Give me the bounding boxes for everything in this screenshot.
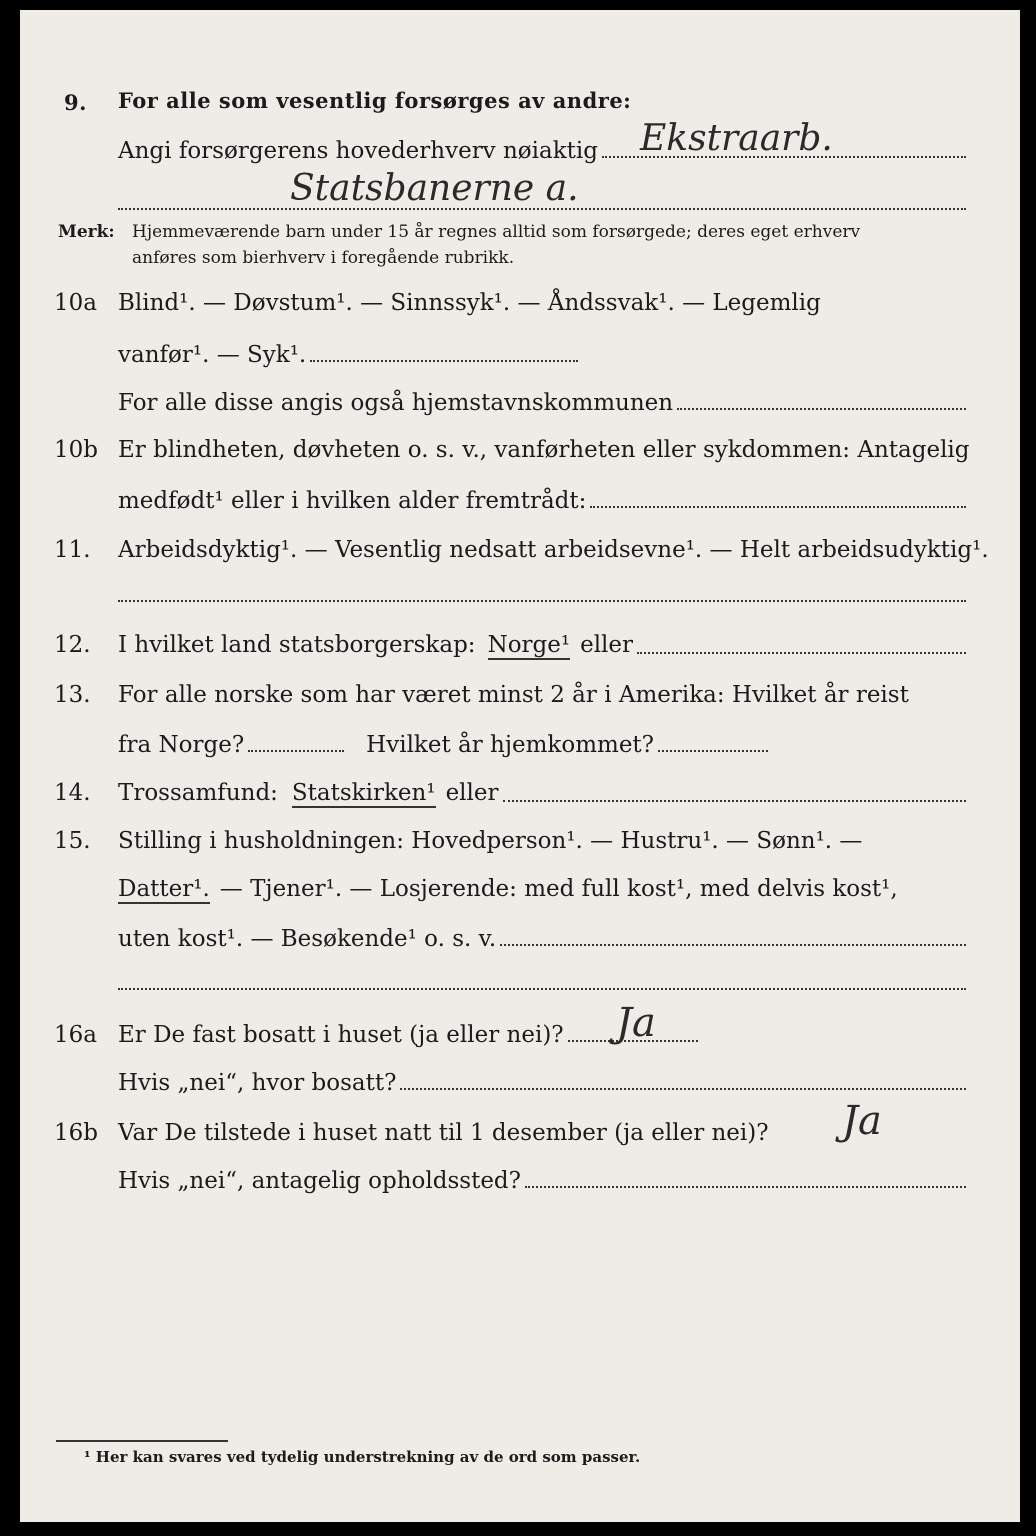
q16a-line2: Hvis „nei“, hvor bosatt? bbox=[118, 1070, 397, 1096]
q15-line3: uten kost¹. — Besøkende¹ o. s. v. bbox=[118, 926, 497, 952]
q13-hjemkommet-answer bbox=[658, 750, 768, 752]
q15-number: 15. bbox=[54, 828, 91, 854]
q9-line1: Angi forsørgerens hovederhverv nøiaktig bbox=[118, 138, 598, 164]
q12-number: 12. bbox=[54, 632, 91, 658]
q14-answer-line bbox=[503, 800, 967, 802]
q10a-line1: Blind¹. — Døvstum¹. — Sinnssyk¹. — Åndssvak¹. — Legemlig bbox=[118, 290, 821, 316]
q12-question: I hvilket land statsborgerskap: bbox=[118, 632, 476, 658]
q9-handwritten-answer2: Statsbanerne a. bbox=[290, 168, 579, 209]
q16a-number: 16a bbox=[54, 1022, 97, 1048]
q12-eller: eller bbox=[580, 632, 634, 658]
q10a-number: 10a bbox=[54, 290, 97, 316]
footnote-text: ¹ Her kan svares ved tydelig understrekning av de ord som passer. bbox=[84, 1448, 641, 1466]
q14-option-statskirken: Statskirken¹ bbox=[291, 780, 436, 806]
q9-number: 9. bbox=[64, 90, 87, 115]
q11-answer-line bbox=[118, 600, 966, 602]
q15-answer-line2 bbox=[118, 988, 966, 990]
q15-line1: Stilling i husholdningen: Hovedperson¹. — Hustru¹. — Sønn¹. — bbox=[118, 828, 863, 854]
q16a-bosatt-answer bbox=[400, 1088, 966, 1090]
footnote-rule bbox=[56, 1440, 228, 1442]
q10b-answer-line bbox=[590, 506, 966, 508]
q11-line1: Arbeidsdyktig¹. — Vesentlig nedsatt arbeidsevne¹. — Helt arbeidsudyktig¹. bbox=[118, 537, 989, 563]
q14-question: Trossamfund: bbox=[118, 780, 278, 806]
q16a-handwritten-answer: Ja bbox=[616, 1000, 656, 1046]
q9-handwritten-answer1: Ekstraarb. bbox=[640, 118, 833, 159]
q13-number: 13. bbox=[54, 682, 91, 708]
q13-line2a: fra Norge? bbox=[118, 732, 245, 758]
q16b-number: 16b bbox=[54, 1120, 98, 1146]
q10b-number: 10b bbox=[54, 437, 98, 463]
q10a-line3: For alle disse angis også hjemstavnskommunen bbox=[118, 390, 674, 416]
q10b-line1: Er blindheten, døvheten o. s. v., vanførheten eller sykdommen: Antagelig bbox=[118, 437, 970, 463]
q14-eller: eller bbox=[445, 780, 499, 806]
merk-line2: anføres som bierhverv i foregående rubrikk. bbox=[132, 248, 515, 268]
q13-reist-answer bbox=[248, 750, 344, 752]
q12-answer-line bbox=[637, 652, 966, 654]
merk-line1: Hjemmeværende barn under 15 år regnes alltid som forsørgede; deres eget erhverv bbox=[132, 222, 861, 242]
q11-number: 11. bbox=[54, 537, 91, 563]
q12-option-norge: Norge¹ bbox=[487, 632, 571, 658]
q16b-opholdssted-answer bbox=[525, 1186, 966, 1188]
census-form-page bbox=[20, 10, 1020, 1522]
q16a-question: Er De fast bosatt i huset (ja eller nei)? bbox=[118, 1022, 564, 1048]
q16b-question: Var De tilstede i huset natt til 1 desember (ja eller nei)? bbox=[118, 1120, 769, 1146]
q15-line2: — Tjener¹. — Losjerende: med full kost¹, med delvis kost¹, bbox=[219, 876, 898, 902]
q13-line2b: Hvilket år hjemkommet? bbox=[366, 732, 655, 758]
q15-answer-line bbox=[500, 944, 966, 946]
q15-option-datter: Datter¹. bbox=[118, 876, 210, 902]
q10a-answer-line3 bbox=[677, 408, 966, 410]
q16b-handwritten-answer: Ja bbox=[842, 1098, 882, 1144]
merk-label: Merk: bbox=[58, 222, 115, 242]
q10a-line2: vanfør¹. — Syk¹. bbox=[118, 342, 307, 368]
q10a-answer-line2 bbox=[310, 360, 578, 362]
q10b-line2: medfødt¹ eller i hvilken alder fremtrådt: bbox=[118, 488, 587, 514]
q9-heading: For alle som vesentlig forsørges av andre: bbox=[118, 88, 632, 113]
q14-number: 14. bbox=[54, 780, 91, 806]
q13-line1: For alle norske som har været minst 2 år i Amerika: Hvilket år reist bbox=[118, 682, 909, 708]
q16b-line2: Hvis „nei“, antagelig opholdssted? bbox=[118, 1168, 521, 1194]
